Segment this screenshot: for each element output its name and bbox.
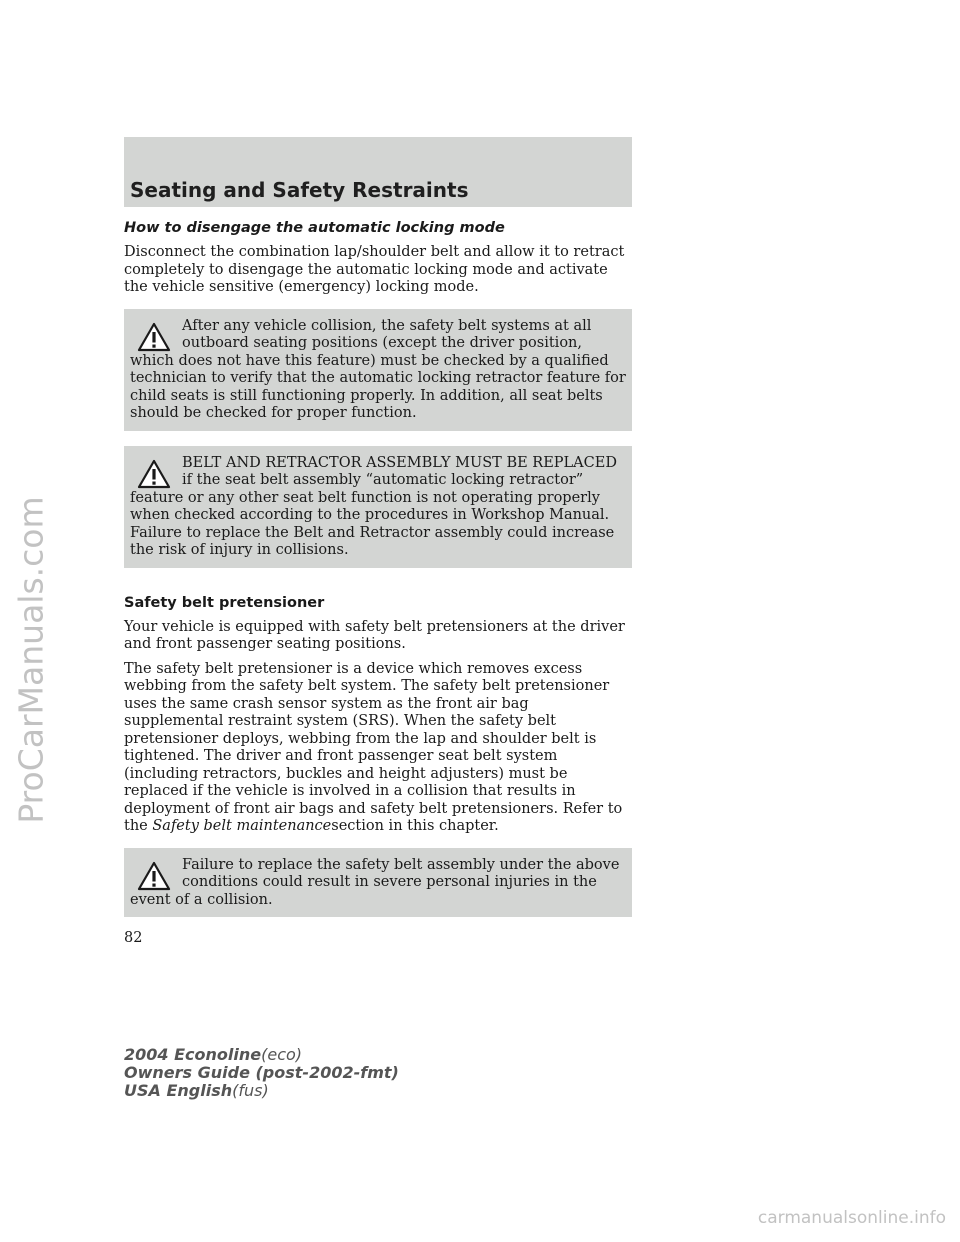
footer-guide-name: Owners Guide (post-2002-fmt): [124, 1063, 399, 1082]
section-heading-pretensioner: Safety belt pretensioner: [124, 594, 325, 611]
safety-belt-maintenance-reference: Safety belt maintenance: [152, 818, 332, 834]
warning-text: After any vehicle collision, the safety belt systems at all outboard seating positions (except the driver position, which does not have this feature) must be checked by a qualified technician to verify that the automatic locking retractor feature for child seats is still functioning properly. In addition, all seat belts should be checked for proper function.: [130, 317, 626, 421]
page-number: 82: [124, 930, 143, 946]
warning-box-replace-retractor: [124, 446, 632, 568]
warning-triangle-icon: [136, 458, 172, 490]
section-header: [124, 137, 632, 207]
footer-model-name: 2004 Econoline: [124, 1045, 262, 1064]
warning-text: Failure to replace the safety belt assembly under the above conditions could result in severe personal injuries in the event of a collision.: [130, 856, 620, 908]
document-footer: [124, 1046, 399, 1100]
side-watermark-text: ProCarManuals.com: [11, 496, 51, 824]
page-content: [124, 220, 632, 932]
paragraph-pretensioner-description: [124, 661, 632, 836]
bottom-watermark: carmanualsonline.info: [757, 1208, 946, 1228]
side-watermark: [8, 380, 54, 940]
footer-line-language: [124, 1082, 399, 1100]
paragraph-pretensioner-equipped: Your vehicle is equipped with safety belt pretensioners at the driver and front passenger seating positions.: [124, 618, 625, 652]
footer-language: USA English: [124, 1081, 233, 1100]
section-heading-disengage: How to disengage the automatic locking mode: [124, 220, 505, 236]
page-title: Seating and Safety Restraints: [130, 178, 469, 202]
warning-box-collision-check: [124, 309, 632, 431]
warning-box-replace-assembly: [124, 848, 632, 918]
footer-language-code: (fus): [232, 1081, 269, 1100]
warning-triangle-icon: [136, 860, 172, 892]
paragraph-main-text: The safety belt pretensioner is a device which removes excess webbing from the safety belt system. The safety belt pretensioner uses the same crash sensor system as the front air bag supplemental restraint system (SRS). When the safety belt pretensioner deploys, webbing from the lap and shoulder belt is tightened. The driver and front passenger seat belt system (including retractors, buckles and height adjusters) must be replaced if the vehicle is involved in a collision that results in deployment of front air bags and safety belt pretensioners. Refer to the: [124, 660, 623, 834]
warning-text: BELT AND RETRACTOR ASSEMBLY MUST BE REPLACED if the seat belt assembly “automatic locking retractor” feature or any other seat belt function is not operating properly when checked according to the procedures in Workshop Manual. Failure to replace the Belt and Retractor assembly could increase the risk of injury in collisions.: [130, 454, 617, 558]
paragraph-end-text: section in this chapter.: [331, 818, 499, 834]
warning-triangle-icon: [136, 321, 172, 353]
footer-model-code: (eco): [261, 1045, 303, 1064]
footer-line-model: [124, 1046, 399, 1064]
paragraph-disengage: Disconnect the combination lap/shoulder belt and allow it to retract completely to disengage the automatic locking mode and activate the vehicle sensitive (emergency) locking mode.: [124, 244, 625, 295]
